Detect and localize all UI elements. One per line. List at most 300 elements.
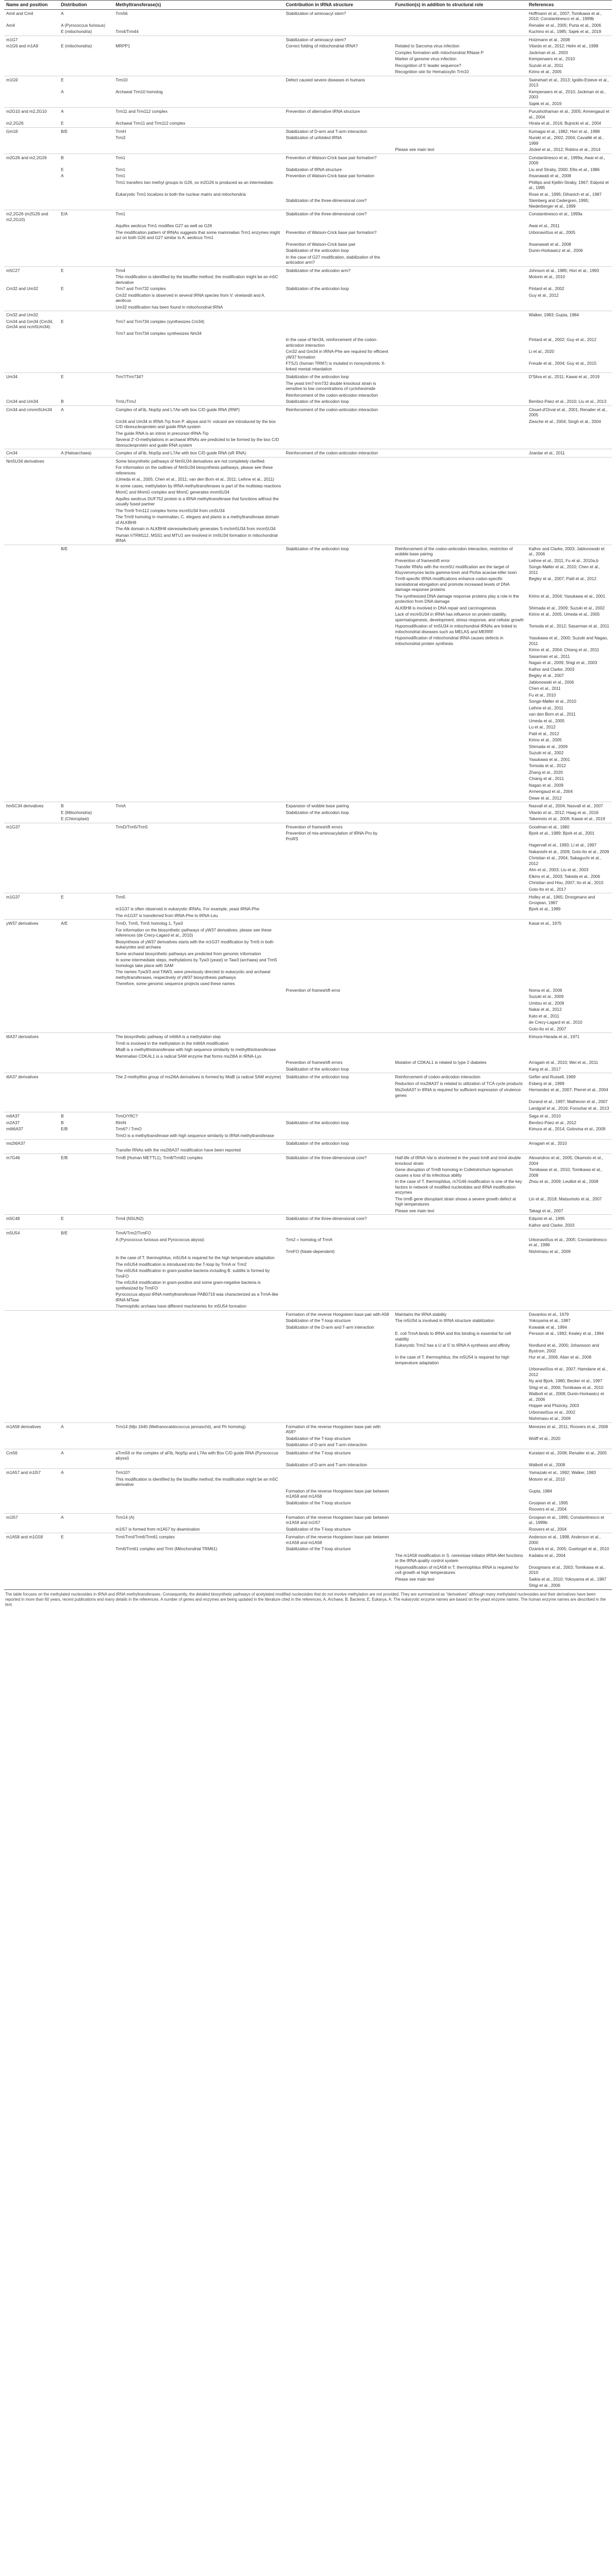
function-cell: E. coli TrmA binds to tRNA and this binding is essential for cell viability bbox=[395, 1331, 511, 1342]
methyltransferase-cell bbox=[113, 558, 284, 565]
table-row bbox=[4, 1054, 612, 1060]
function-cell bbox=[393, 1099, 527, 1106]
name-cell bbox=[4, 711, 59, 718]
name-cell bbox=[4, 1343, 59, 1354]
distribution-cell: E bbox=[61, 121, 64, 126]
references-cell: Goodman et al., 1960 bbox=[527, 823, 612, 831]
function-cell: The m5U54 is involved in tRNA structure stabilization bbox=[395, 1318, 495, 1324]
contribution-cell: Formation of the reverse Hoogsteen base pair between m1A58 and m1A58 bbox=[284, 1533, 393, 1547]
name-cell bbox=[4, 1054, 59, 1060]
function-cell bbox=[393, 763, 527, 770]
methyltransferase-cell bbox=[113, 56, 284, 63]
distribution-cell: E bbox=[59, 373, 113, 381]
references-cell: Davanloo et al., 1979 bbox=[527, 1310, 612, 1318]
references-cell: Takemoto et al., 2009; Kawai et al., 2019 bbox=[528, 817, 605, 822]
function-cell bbox=[393, 1041, 527, 1047]
table-row bbox=[4, 612, 612, 623]
name-cell: m1A58 and m1G58 bbox=[4, 1533, 59, 1547]
references-cell: Arragain et al., 2010 bbox=[527, 1140, 612, 1147]
distribution-cell bbox=[59, 465, 113, 477]
methyltransferase-cell bbox=[113, 731, 284, 738]
distribution-cell bbox=[59, 1054, 113, 1060]
contribution-cell bbox=[284, 1577, 393, 1583]
function-cell bbox=[393, 770, 527, 776]
table-row bbox=[4, 887, 612, 893]
function-cell: Gene disruption of TrmB homolog in Colletotrichum lagenarium causes a loss of its infectious ability bbox=[395, 1167, 513, 1178]
function-cell: In the case of T. thermophilus, the m5U54 is required for high temperature adaptation bbox=[395, 1355, 510, 1365]
table-row bbox=[4, 823, 612, 831]
name-cell bbox=[4, 810, 59, 817]
references-cell: van den Born et al., 2011 bbox=[528, 712, 576, 717]
methyltransferase-cell bbox=[113, 545, 284, 558]
name-cell bbox=[4, 1565, 59, 1577]
methyltransferase-cell bbox=[113, 1318, 284, 1325]
table-row bbox=[4, 1126, 612, 1133]
distribution-cell bbox=[59, 680, 113, 686]
contribution-cell bbox=[284, 1553, 393, 1565]
references-cell: Ihsanawati et al., 2008 bbox=[528, 174, 571, 179]
contribution-cell bbox=[284, 180, 393, 192]
references-cell: Songe-Møller et al., 2010 bbox=[528, 699, 576, 704]
function-cell bbox=[393, 654, 527, 660]
table-row bbox=[4, 393, 612, 399]
name-cell bbox=[4, 1060, 59, 1066]
name-cell bbox=[4, 635, 59, 647]
contribution-cell bbox=[284, 1343, 393, 1354]
name-cell bbox=[4, 50, 59, 57]
references-cell bbox=[527, 437, 612, 449]
methyltransferase-cell bbox=[113, 1179, 284, 1196]
name-cell bbox=[4, 1237, 59, 1249]
contribution-cell bbox=[284, 724, 393, 731]
table-row bbox=[4, 1154, 612, 1167]
methyltransferase-cell: (Umeda et al., 2005; Chen et al., 2011; van den Born et al., 2011; Leihne et al., 2011) bbox=[115, 477, 274, 482]
name-cell bbox=[4, 1133, 59, 1140]
methyltransferase-cell bbox=[113, 337, 284, 349]
methyltransferase-cell bbox=[113, 994, 284, 1001]
function-cell: Please see main text bbox=[395, 1577, 435, 1582]
methyltransferase-cell bbox=[113, 667, 284, 673]
table-row bbox=[4, 489, 612, 496]
distribution-cell bbox=[59, 304, 113, 311]
references-cell bbox=[527, 969, 612, 981]
table-row bbox=[4, 1488, 612, 1500]
distribution-cell: E (mitochondria) bbox=[61, 44, 92, 49]
contribution-cell bbox=[284, 635, 393, 647]
methyltransferase-cell: Cm34 and Um34 in tRNA-Trp from P. abyssi and H. volcanii are introduced by the box C/D ribonucleoprotein and guide RNA system bbox=[115, 419, 276, 430]
table-row bbox=[4, 1229, 612, 1237]
contribution-cell bbox=[284, 887, 393, 893]
table-row bbox=[4, 514, 612, 526]
references-cell: Hoffmann et al., 2007; Tomikawa et al., 2010; Constantinesco et al., 1999b bbox=[527, 9, 612, 23]
methyltransferase-cell bbox=[113, 1436, 284, 1443]
table-row bbox=[4, 1449, 612, 1462]
distribution-cell bbox=[59, 1026, 113, 1033]
references-cell bbox=[527, 496, 612, 508]
references-cell: Ahn et al., 2003; Liu et al., 2003 bbox=[528, 868, 589, 873]
name-cell bbox=[4, 816, 59, 823]
distribution-cell bbox=[59, 673, 113, 680]
table-row bbox=[4, 361, 612, 373]
methyltransferase-cell: For information on the biosynthetic pathways of yW37 derivatives, please see these references (de Crecy-Lagard et al., 2010) bbox=[115, 927, 272, 938]
contribution-cell bbox=[284, 147, 393, 154]
distribution-cell bbox=[59, 1442, 113, 1449]
table-row bbox=[4, 1546, 612, 1553]
contribution-cell bbox=[284, 705, 393, 712]
methyltransferase-cell: Eukaryotic Trm1 localizes to both the nuclear matrix and mitochondria bbox=[115, 192, 246, 197]
function-cell bbox=[393, 802, 527, 810]
function-cell bbox=[393, 437, 527, 449]
distribution-cell bbox=[59, 1436, 113, 1443]
table-row bbox=[4, 223, 612, 230]
table-row bbox=[4, 50, 612, 57]
table-row bbox=[4, 913, 612, 920]
table-row bbox=[4, 449, 612, 457]
name-cell bbox=[4, 1087, 59, 1099]
name-cell bbox=[4, 927, 59, 939]
name-cell bbox=[4, 686, 59, 692]
function-cell bbox=[393, 1126, 527, 1133]
references-cell: Tomoda et al., 2012; Sasarman et al., 2011 bbox=[528, 624, 609, 629]
methyltransferase-cell bbox=[113, 673, 284, 680]
methyltransferase-cell: Aquifex aeolicus DUF752 protein is a tRNA methyltransferase that functions without the usually fused partner bbox=[115, 496, 279, 507]
methyltransferase-cell bbox=[113, 1366, 284, 1378]
contribution-cell bbox=[284, 457, 393, 465]
references-cell: Benítez-Páez et al., 2012 bbox=[528, 1120, 576, 1125]
table-row bbox=[4, 867, 612, 874]
methyltransferase-cell: The Trm9-Trm112 complex forms mcm5U34 from cm5U34 bbox=[115, 508, 225, 513]
references-cell: Yasukawa et al., 2001 bbox=[528, 757, 570, 762]
distribution-cell bbox=[59, 1001, 113, 1007]
name-cell bbox=[4, 167, 59, 174]
references-cell bbox=[527, 1047, 612, 1054]
distribution-cell bbox=[59, 526, 113, 533]
contribution-cell bbox=[284, 56, 393, 63]
distribution-cell bbox=[59, 564, 113, 576]
table-row bbox=[4, 1385, 612, 1392]
distribution-cell bbox=[59, 1318, 113, 1325]
function-cell bbox=[393, 981, 527, 988]
table-row bbox=[4, 855, 612, 867]
distribution-cell bbox=[59, 1577, 113, 1583]
name-cell bbox=[4, 981, 59, 988]
distribution-cell bbox=[59, 612, 113, 623]
function-cell bbox=[393, 1133, 527, 1140]
distribution-cell bbox=[59, 1167, 113, 1179]
methyltransferase-cell bbox=[113, 1500, 284, 1507]
name-cell bbox=[4, 1268, 59, 1280]
name-cell bbox=[4, 135, 59, 147]
name-cell bbox=[4, 1403, 59, 1410]
methyltransferase-cell: Mammalian CDKAL1 is a radical SAM enzyme that forms ms2t6A in tRNA-Lys bbox=[115, 1054, 261, 1059]
function-cell bbox=[393, 361, 527, 373]
methyltransferase-cell bbox=[113, 1081, 284, 1088]
methyltransferase-cell bbox=[113, 23, 284, 29]
name-cell bbox=[4, 874, 59, 880]
table-row bbox=[4, 419, 612, 431]
distribution-cell bbox=[59, 1208, 113, 1215]
methyltransferase-cell bbox=[113, 1378, 284, 1385]
methyltransferase-cell: Trm56 bbox=[113, 9, 284, 23]
distribution-cell bbox=[59, 1462, 113, 1469]
contribution-cell bbox=[284, 680, 393, 686]
references-cell: Pintard et al., 2002; Guy et al., 2012 bbox=[528, 337, 597, 343]
contribution-cell: Trm2 = homolog of TrmA bbox=[286, 1237, 332, 1242]
references-cell: Li et al., 2020 bbox=[528, 349, 555, 354]
function-cell bbox=[393, 988, 527, 994]
distribution-cell bbox=[59, 994, 113, 1001]
function-cell bbox=[393, 274, 527, 286]
table-row bbox=[4, 1179, 612, 1196]
distribution-cell bbox=[59, 1583, 113, 1589]
function-cell bbox=[393, 286, 527, 293]
name-cell bbox=[4, 880, 59, 887]
methyltransferase-cell bbox=[113, 783, 284, 789]
references-cell: Elkins et al., 2003; Takeda et al., 2006 bbox=[528, 874, 601, 879]
methyltransferase-cell: Therefore, some genomic sequence projects used these names bbox=[115, 981, 235, 987]
table-row bbox=[4, 1099, 612, 1106]
references-cell bbox=[527, 981, 612, 988]
name-cell bbox=[4, 496, 59, 508]
table-row bbox=[4, 564, 612, 576]
function-cell bbox=[393, 1280, 527, 1292]
contribution-cell: Prevention of Watson-Crick base pair bbox=[286, 242, 356, 247]
distribution-cell bbox=[59, 192, 113, 198]
distribution-cell bbox=[59, 731, 113, 738]
distribution-cell bbox=[59, 1223, 113, 1229]
methyltransferase-cell: The names Tyw3/3 and TAW3, were previously directed to eukaryotic and archaeal methyltransferases, respectively of yW37 biosynthesis pathways bbox=[115, 970, 271, 980]
contribution-cell bbox=[284, 489, 393, 496]
table-row bbox=[4, 711, 612, 718]
methyltransferase-cell bbox=[113, 831, 284, 842]
function-cell bbox=[393, 248, 527, 255]
table-row bbox=[4, 154, 612, 167]
table-row bbox=[4, 686, 612, 692]
name-cell: i6A37 derivatives bbox=[4, 1073, 59, 1081]
name-cell bbox=[4, 56, 59, 63]
table-row bbox=[4, 1249, 612, 1256]
references-cell: Ny and Bjork, 1980; Becker et al., 1997 bbox=[528, 1379, 603, 1384]
function-cell bbox=[393, 431, 527, 437]
name-cell bbox=[4, 69, 59, 76]
table-row bbox=[4, 1041, 612, 1047]
function-cell bbox=[393, 1378, 527, 1385]
function-cell bbox=[393, 36, 527, 43]
table-row bbox=[4, 198, 612, 210]
name-cell bbox=[4, 1325, 59, 1331]
function-cell bbox=[393, 255, 527, 267]
contribution-cell: Defect caused severe diseases in humans bbox=[284, 76, 393, 89]
table-row bbox=[4, 737, 612, 744]
methyltransferase-cell bbox=[113, 757, 284, 764]
table-row bbox=[4, 969, 612, 981]
distribution-cell bbox=[59, 1099, 113, 1106]
references-cell: Sajek et al., 2019 bbox=[528, 101, 562, 106]
distribution-cell: B/E bbox=[59, 545, 113, 558]
name-cell bbox=[4, 558, 59, 565]
name-cell: m5C48 bbox=[4, 1215, 59, 1223]
references-cell bbox=[527, 1262, 612, 1268]
references-cell bbox=[527, 393, 612, 399]
references-cell: Kang et al., 2017 bbox=[528, 1066, 561, 1072]
table-row bbox=[4, 1196, 612, 1208]
table-row bbox=[4, 1378, 612, 1385]
contribution-cell: Stabilization of the three-dimensional core? bbox=[284, 210, 393, 224]
methyltransferase-cell: TrmI/TrmI/Trm6/Trm61 complex bbox=[113, 1533, 284, 1547]
function-cell bbox=[393, 1013, 527, 1020]
contribution-cell bbox=[284, 623, 393, 635]
methyltransferase-cell: TrmH bbox=[113, 127, 284, 135]
table-row bbox=[4, 1262, 612, 1268]
contribution-cell bbox=[284, 711, 393, 718]
name-cell bbox=[4, 1249, 59, 1256]
distribution-cell bbox=[59, 757, 113, 764]
contribution-cell: Stabilization of the anticodon loop bbox=[286, 248, 349, 253]
references-cell: Gefter and Russell, 1969 bbox=[527, 1073, 612, 1081]
table-row bbox=[4, 757, 612, 764]
name-cell bbox=[4, 1208, 59, 1215]
name-cell bbox=[4, 605, 59, 612]
distribution-cell bbox=[59, 1331, 113, 1343]
name-cell bbox=[4, 939, 59, 951]
methyltransferase-cell: Trm7 and Trm732 complex bbox=[115, 286, 166, 292]
methyltransferase-cell bbox=[113, 1087, 284, 1099]
references-cell bbox=[527, 1041, 612, 1047]
function-cell bbox=[393, 1527, 527, 1533]
function-cell bbox=[393, 29, 527, 36]
function-cell bbox=[393, 23, 527, 29]
references-cell: Vilardo et al., 2012; Helm et al., 1998 bbox=[528, 44, 598, 49]
distribution-cell: A/E bbox=[59, 920, 113, 927]
distribution-cell bbox=[59, 1565, 113, 1577]
contribution-cell: Stabilization of the T-loop structure bbox=[286, 1500, 351, 1505]
references-cell: Kirino et al., 2005 bbox=[528, 738, 562, 743]
contribution-cell: Stabilization of the anticodon arm? bbox=[284, 266, 393, 274]
methyltransferase-cell: Trm10 bbox=[113, 76, 284, 89]
table-row bbox=[4, 1066, 612, 1073]
table-row bbox=[4, 381, 612, 393]
name-cell bbox=[4, 1318, 59, 1325]
references-cell: Clouet-d'Orval et al., 2001; Renalier et al., 2005 bbox=[527, 405, 612, 419]
contribution-cell bbox=[284, 699, 393, 705]
function-cell bbox=[393, 230, 527, 242]
distribution-cell bbox=[59, 1087, 113, 1099]
table-row bbox=[4, 405, 612, 419]
contribution-cell bbox=[284, 1280, 393, 1292]
function-cell bbox=[393, 242, 527, 248]
function-cell bbox=[393, 647, 527, 654]
references-cell: Swinehart et al., 2013; Igoillo-Esteve et al., 2013 bbox=[527, 76, 612, 89]
function-cell bbox=[393, 699, 527, 705]
function-cell bbox=[393, 1292, 527, 1303]
table-row bbox=[4, 437, 612, 449]
function-cell: Hypomodification of m1A58 in T. thermophilus tRNA is required for cell growth at high temperatures bbox=[395, 1565, 519, 1575]
name-cell bbox=[4, 831, 59, 842]
name-cell bbox=[4, 887, 59, 893]
function-cell bbox=[393, 737, 527, 744]
methyltransferase-cell bbox=[113, 887, 284, 893]
references-cell: Leihne et al., 2011; Fu et al., 2010a,b bbox=[528, 558, 598, 563]
table-row bbox=[4, 1223, 612, 1229]
function-cell bbox=[393, 419, 527, 431]
methylation-table bbox=[4, 0, 612, 1590]
function-cell bbox=[393, 399, 527, 405]
table-row bbox=[4, 23, 612, 29]
function-cell bbox=[393, 1436, 527, 1443]
references-cell: Kalhor and Clarke, 2003; Jablonowski et al., 2006 bbox=[527, 545, 612, 558]
methyltransferase-cell: Trm14 (Mjo 1640 (Methanocaldococcus jannaschii), and Ph homolog) bbox=[113, 1422, 284, 1436]
contribution-cell: Formation of the reverse Hoogsteen base pair with A58? bbox=[284, 1422, 393, 1436]
methyltransferase-cell: Trm7 and Trm734 complex synthesizes Nm34 bbox=[115, 331, 202, 336]
name-cell bbox=[4, 1106, 59, 1112]
distribution-cell bbox=[59, 1249, 113, 1256]
methyltransferase-cell bbox=[113, 1583, 284, 1589]
table-row bbox=[4, 1087, 612, 1099]
references-cell bbox=[527, 457, 612, 465]
contribution-cell bbox=[284, 750, 393, 757]
name-cell bbox=[4, 849, 59, 856]
name-cell: m1G7 bbox=[4, 36, 59, 43]
methyltransferase-cell bbox=[113, 718, 284, 725]
name-cell: m7G46 bbox=[4, 1154, 59, 1167]
function-cell bbox=[393, 711, 527, 718]
contribution-cell bbox=[284, 101, 393, 108]
function-cell bbox=[393, 1533, 527, 1547]
references-cell: Menezes et al., 2011; Roovers et al., 2008 bbox=[527, 1422, 612, 1436]
function-cell bbox=[393, 101, 527, 108]
function-cell bbox=[393, 483, 527, 490]
function-cell bbox=[393, 1054, 527, 1060]
contribution-cell bbox=[284, 612, 393, 623]
distribution-cell bbox=[59, 1237, 113, 1249]
name-cell bbox=[4, 1020, 59, 1026]
name-cell: m1G9 and m1A9 bbox=[6, 44, 38, 49]
name-cell: m2G10 and m2,2G10 bbox=[4, 108, 59, 121]
references-cell bbox=[527, 381, 612, 393]
methyltransferase-cell: The modification pattern of tRNAs suggests that some mammalian Trm1 enzymes might act on both G26 and G27 similar to A. aeolicus Trm1 bbox=[115, 230, 280, 241]
contribution-cell bbox=[284, 1001, 393, 1007]
function-cell bbox=[393, 266, 527, 274]
contribution-cell bbox=[284, 654, 393, 660]
contribution-cell: In the case of G27 modification, stabilization of the anticodon arm? bbox=[286, 255, 380, 265]
contribution-cell bbox=[284, 1013, 393, 1020]
name-cell bbox=[4, 1477, 59, 1488]
function-cell bbox=[393, 76, 527, 89]
name-cell bbox=[4, 994, 59, 1001]
name-cell bbox=[4, 1583, 59, 1589]
name-cell bbox=[4, 465, 59, 477]
name-cell bbox=[4, 1255, 59, 1262]
name-cell bbox=[4, 699, 59, 705]
references-cell: Armengaud et al., 2004 bbox=[528, 789, 573, 794]
methyltransferase-cell: This modification is identified by the bisulfite method; the modification might be an m5C derivative bbox=[115, 1477, 278, 1487]
function-cell bbox=[393, 927, 527, 939]
references-cell bbox=[527, 1147, 612, 1154]
function-cell bbox=[393, 920, 527, 927]
table-row bbox=[4, 705, 612, 712]
references-cell: Zhang et al., 2020 bbox=[528, 770, 563, 775]
distribution-cell: E bbox=[61, 286, 64, 292]
name-cell bbox=[4, 763, 59, 770]
name-cell bbox=[4, 419, 59, 431]
contribution-cell: Stabilization of the T-loop structure bbox=[286, 1527, 351, 1532]
references-cell: Constantinesco et al., 1999a; Awai et al., 2009 bbox=[527, 154, 612, 167]
table-row bbox=[4, 1331, 612, 1343]
distribution-cell bbox=[59, 1081, 113, 1088]
contribution-cell bbox=[284, 477, 393, 483]
table-row bbox=[4, 673, 612, 680]
contribution-cell bbox=[284, 957, 393, 969]
